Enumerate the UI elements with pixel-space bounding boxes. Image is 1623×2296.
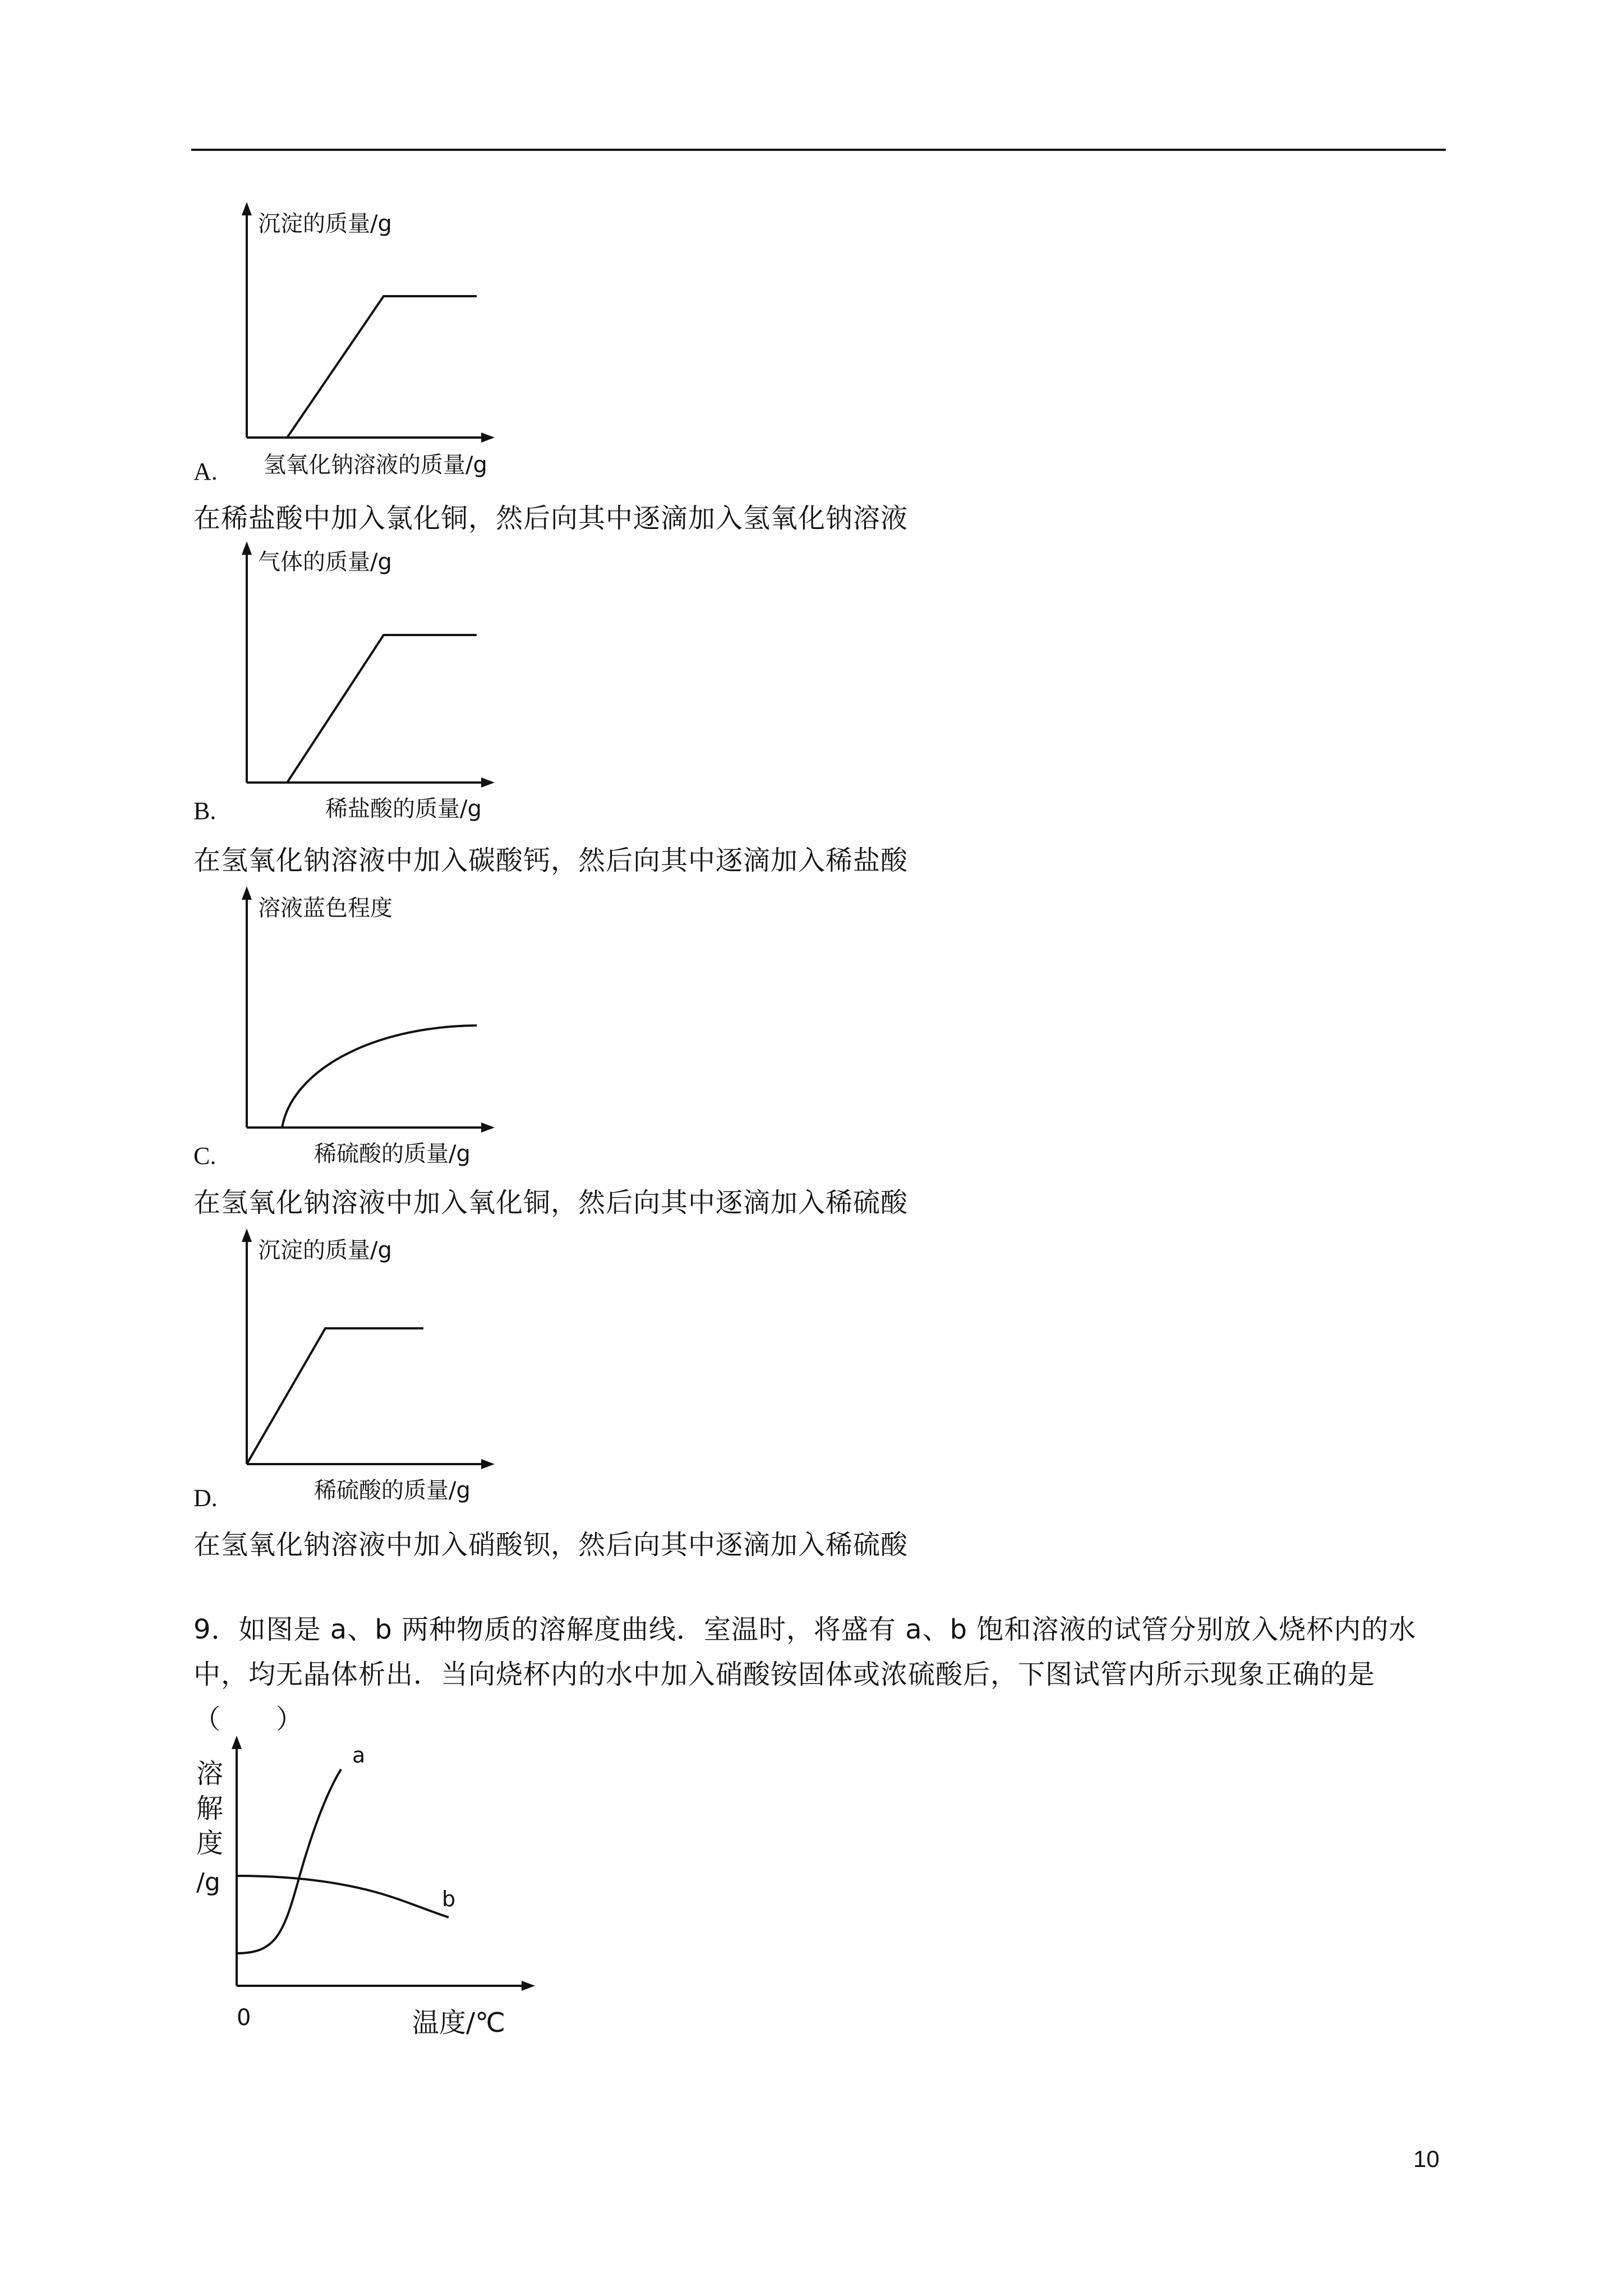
- x-axis-label: 稀硫酸的质量/g: [314, 1141, 471, 1167]
- y-label-char-1: 溶: [196, 1758, 224, 1789]
- data-curve: [282, 1025, 477, 1128]
- y-axis-arrow: [242, 886, 252, 900]
- y-axis-arrow: [242, 202, 252, 215]
- graph-option-d: [224, 1228, 516, 1509]
- option-d-letter: D.: [193, 1484, 218, 1512]
- option-c-description: 在氢氧化钠溶液中加入氧化铜，然后向其中逐滴加入稀硫酸: [193, 1187, 909, 1218]
- x-axis-label: 氢氧化钠溶液的质量/g: [264, 452, 487, 478]
- y-axis-arrow: [232, 1736, 242, 1749]
- x-axis-label: 温度/℃: [412, 2007, 506, 2039]
- x-axis-label: 稀硫酸的质量/g: [314, 1478, 471, 1503]
- origin-label: 0: [237, 2005, 251, 2031]
- option-c-letter: C.: [193, 1142, 216, 1170]
- curve-a: [237, 1769, 341, 1953]
- graph-option-c: [224, 886, 516, 1167]
- y-axis-arrow: [242, 541, 252, 555]
- option-b-letter: B.: [193, 797, 216, 825]
- data-line: [247, 1328, 423, 1464]
- y-axis-label: 沉淀的质量/g: [258, 211, 392, 237]
- y-axis-label: 沉淀的质量/g: [258, 1237, 392, 1263]
- x-axis-arrow: [481, 1122, 495, 1133]
- option-d-description: 在氢氧化钠溶液中加入硝酸钡，然后向其中逐滴加入稀硫酸: [193, 1529, 909, 1561]
- y-axis-label: 溶液蓝色程度: [258, 895, 393, 921]
- option-a-description: 在稀盐酸中加入氯化铜，然后向其中逐滴加入氢氧化钠溶液: [193, 503, 909, 534]
- x-axis-arrow: [522, 1981, 535, 1991]
- y-axis-label: 气体的质量/g: [258, 549, 392, 575]
- curve-a-label: a: [352, 1743, 366, 1768]
- y-label-char-3: 度: [196, 1828, 224, 1859]
- page-number: 10: [1413, 2146, 1440, 2172]
- header-rule: [191, 149, 1446, 151]
- data-line: [287, 635, 477, 783]
- y-label-char-2: 解: [196, 1793, 224, 1824]
- x-axis-label: 稀盐酸的质量/g: [325, 796, 482, 822]
- solubility-graph: [191, 1733, 561, 2047]
- data-line: [287, 296, 477, 438]
- option-a-letter: A.: [193, 458, 218, 485]
- question-9-text: 9．如图是 a、b 两种物质的溶解度曲线．室温时，将盛有 a、b 饱和溶液的试管分别放入烧杯内的水中，均无晶体析出．当向烧杯内的水中加入硝酸铵固体或浓硫酸后，下图试管内所示现象正确的是（ ）: [193, 1614, 1417, 1735]
- option-b-description: 在氢氧化钠溶液中加入碳酸钙，然后向其中逐滴加入稀盐酸: [193, 845, 909, 876]
- x-axis-arrow: [481, 1459, 495, 1469]
- graph-option-a: [224, 202, 516, 482]
- y-label-char-4: /g: [196, 1868, 220, 1897]
- graph-option-b: [224, 541, 516, 822]
- curve-b: [237, 1876, 449, 1917]
- x-axis-arrow: [481, 777, 495, 788]
- curve-b-label: b: [442, 1887, 456, 1911]
- y-axis-arrow: [242, 1228, 252, 1242]
- x-axis-arrow: [481, 432, 495, 443]
